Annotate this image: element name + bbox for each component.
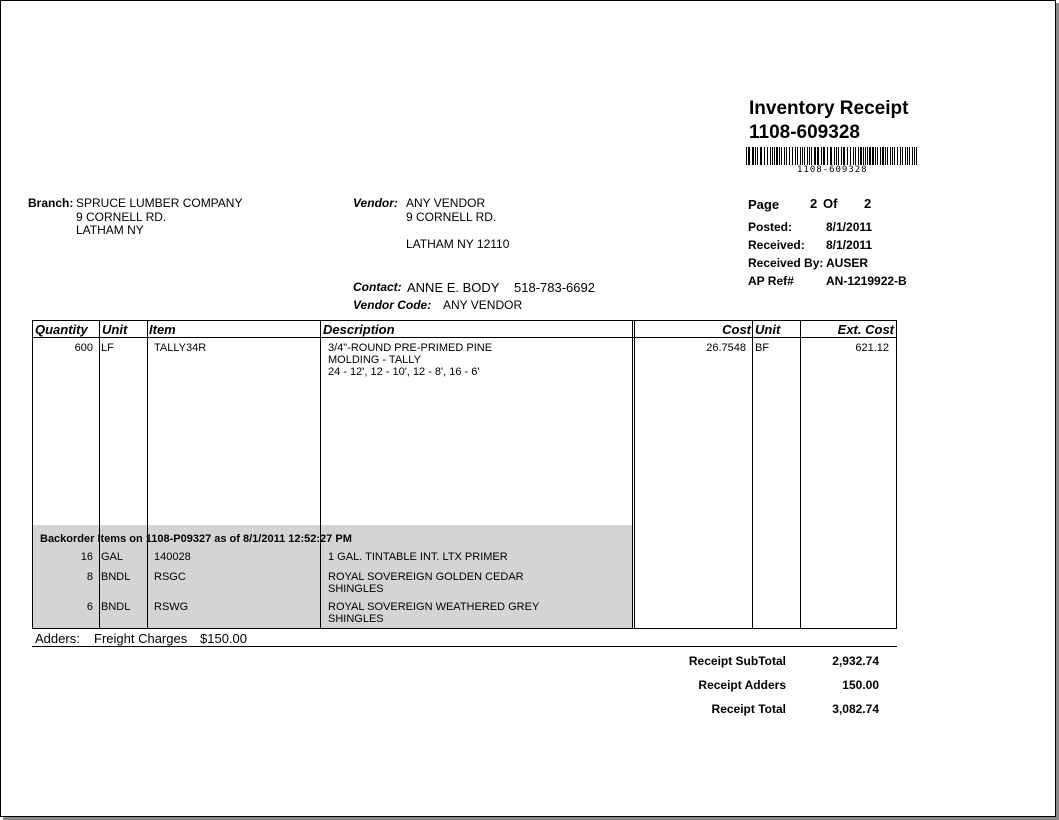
col-divider <box>632 320 633 629</box>
header-cost-unit: Unit <box>755 322 781 337</box>
barcode-bar <box>757 147 758 165</box>
barcode-bar <box>797 147 798 165</box>
barcode-bar <box>897 147 898 165</box>
adders-divider <box>32 646 897 647</box>
barcode-bar <box>800 147 801 165</box>
header-quantity: Quantity <box>35 322 88 337</box>
barcode-bar <box>764 147 765 165</box>
posted-label: Posted: <box>748 220 793 234</box>
barcode-bar <box>752 147 754 165</box>
barcode-bar <box>902 147 903 165</box>
table-header-divider <box>32 337 897 338</box>
barcode-bar <box>882 147 884 165</box>
row-cost-unit: BF <box>755 342 770 354</box>
vendor-city: LATHAM NY 12110 <box>406 237 510 251</box>
adders-total-label: Receipt Adders <box>698 678 786 692</box>
backorder-unit: BNDL <box>101 601 131 613</box>
ap-ref-label: AP Ref# <box>748 274 794 288</box>
barcode-bar <box>767 147 768 165</box>
row-description-line3: 24 - 12', 12 - 10', 12 - 8', 16 - 6' <box>328 366 480 378</box>
received-by-label: Received By: <box>748 256 824 270</box>
barcode-bar <box>772 147 773 165</box>
barcode-bar <box>905 147 906 165</box>
barcode-bar <box>770 147 771 165</box>
barcode-bar <box>909 147 910 165</box>
col-divider <box>99 320 100 629</box>
barcode-bar <box>916 147 917 165</box>
received-date: 8/1/2011 <box>826 238 873 252</box>
row-ext-cost: 621.12 <box>855 342 889 354</box>
backorder-description: SHINGLES <box>328 583 384 595</box>
received-by: AUSER <box>826 256 869 270</box>
barcode <box>746 147 920 165</box>
barcode-bar <box>760 147 762 165</box>
barcode-bar <box>776 147 778 165</box>
adder-name: Freight Charges <box>94 631 188 646</box>
barcode-bar <box>755 147 756 165</box>
barcode-bar <box>821 147 822 165</box>
vendor-label: Vendor: <box>353 196 398 210</box>
total-value: 3,082.74 <box>832 702 879 716</box>
backorder-quantity: 16 <box>80 551 93 563</box>
barcode-bar <box>860 147 862 165</box>
barcode-bar <box>875 147 876 165</box>
barcode-bar <box>748 147 750 165</box>
vendor-code-label: Vendor Code: <box>353 298 432 312</box>
contact-name: ANNE E. BODY <box>407 280 500 295</box>
backorder-heading: Backorder Items on 1108-P09327 as of 8/1/2011 12:52:27 PM <box>40 533 352 545</box>
barcode-bar <box>781 147 782 165</box>
subtotal-label: Receipt SubTotal <box>688 654 786 668</box>
vendor-name: ANY VENDOR <box>406 196 486 210</box>
barcode-bar <box>877 147 878 165</box>
row-description-line1: 3/4"-ROUND PRE-PRIMED PINE <box>328 342 493 354</box>
barcode-text: 1108-609328 <box>797 165 868 175</box>
backorder-description: 1 GAL. TINTABLE INT. LTX PRIMER <box>328 551 508 563</box>
barcode-bar <box>802 147 803 165</box>
barcode-bar <box>867 147 868 165</box>
document-title: Inventory Receipt <box>749 98 909 119</box>
barcode-bar <box>869 147 871 165</box>
backorder-unit: BNDL <box>101 571 131 583</box>
barcode-bar <box>836 147 837 165</box>
branch-name: SPRUCE LUMBER COMPANY <box>76 196 243 210</box>
backorder-item: 140028 <box>154 551 191 563</box>
header-description: Description <box>323 322 395 337</box>
barcode-bar <box>890 147 891 165</box>
posted-date: 8/1/2011 <box>826 220 873 234</box>
header-cost: Cost <box>722 322 751 337</box>
contact-label: Contact: <box>353 280 402 294</box>
barcode-bar <box>804 147 805 165</box>
page-total: 2 <box>864 196 872 211</box>
barcode-bar <box>827 147 828 165</box>
barcode-bar <box>789 147 790 165</box>
barcode-bar <box>907 147 908 165</box>
barcode-bar <box>847 147 848 165</box>
backorder-item: RSWG <box>154 601 189 613</box>
backorder-item: RSGC <box>154 571 186 583</box>
barcode-bar <box>887 147 888 165</box>
page-of-label: Of <box>823 196 838 211</box>
header-ext-cost: Ext. Cost <box>837 322 894 337</box>
receipt-number: 1108-609328 <box>749 122 860 143</box>
col-divider <box>634 320 635 629</box>
adder-amount: $150.00 <box>200 631 247 646</box>
barcode-bar <box>880 147 881 165</box>
col-divider <box>752 320 753 629</box>
barcode-bar <box>814 147 816 165</box>
vendor-code: ANY VENDOR <box>443 298 523 312</box>
header-unit: Unit <box>102 322 128 337</box>
barcode-bar <box>823 147 825 165</box>
barcode-bar <box>774 147 775 165</box>
subtotal-value: 2,932.74 <box>832 654 879 668</box>
barcode-bar <box>900 147 901 165</box>
received-label: Received: <box>748 238 805 252</box>
barcode-bar <box>914 147 915 165</box>
barcode-bar <box>853 147 854 165</box>
backorder-description: ROYAL SOVEREIGN GOLDEN CEDAR <box>328 571 524 583</box>
barcode-bar <box>863 147 864 165</box>
barcode-bar <box>792 147 793 165</box>
ap-ref: AN-1219922-B <box>826 274 907 288</box>
barcode-bar <box>855 147 856 165</box>
row-cost: 26.7548 <box>706 342 746 354</box>
vendor-address: 9 CORNELL RD. <box>406 210 497 224</box>
barcode-bar <box>872 147 874 165</box>
barcode-bar <box>838 147 839 165</box>
barcode-bar <box>841 147 842 165</box>
backorder-quantity: 8 <box>86 571 93 583</box>
branch-city: LATHAM NY <box>76 223 144 237</box>
adders-total-value: 150.00 <box>842 678 879 692</box>
barcode-bar <box>865 147 866 165</box>
barcode-bar <box>795 147 796 165</box>
row-item: TALLY34R <box>154 342 207 354</box>
page-label: Page <box>748 197 780 212</box>
backorder-description: ROYAL SOVEREIGN WEATHERED GREY <box>328 601 540 613</box>
barcode-bar <box>779 147 780 165</box>
barcode-bar <box>809 147 810 165</box>
barcode-bar <box>830 147 832 165</box>
barcode-bar <box>811 147 812 165</box>
page-number: 2 <box>810 196 818 211</box>
barcode-bar <box>912 147 913 165</box>
barcode-bar <box>786 147 787 165</box>
col-divider <box>147 320 148 629</box>
row-description-line2: MOLDING - TALLY <box>328 354 421 366</box>
total-label: Receipt Total <box>711 702 786 716</box>
barcode-bar <box>746 147 747 165</box>
barcode-bar <box>892 147 893 165</box>
barcode-bar <box>894 147 895 165</box>
header-item: Item <box>149 322 176 337</box>
barcode-bar <box>784 147 785 165</box>
adders-label: Adders: <box>35 631 80 646</box>
contact-phone: 518-783-6692 <box>514 280 595 295</box>
barcode-bar <box>885 147 886 165</box>
backorder-unit: GAL <box>101 551 124 563</box>
barcode-bar <box>817 147 819 165</box>
col-divider <box>320 320 321 629</box>
row-quantity: 600 <box>74 342 93 354</box>
barcode-bar <box>858 147 859 165</box>
branch-label: Branch: <box>28 196 74 210</box>
branch-address: 9 CORNELL RD. <box>76 210 167 224</box>
barcode-bar <box>834 147 835 165</box>
row-unit: LF <box>101 342 114 354</box>
barcode-bar <box>807 147 808 165</box>
col-divider <box>800 320 801 629</box>
backorder-quantity: 6 <box>86 601 93 613</box>
barcode-bar <box>843 147 845 165</box>
barcode-bar <box>850 147 851 165</box>
backorder-description: SHINGLES <box>328 613 384 625</box>
